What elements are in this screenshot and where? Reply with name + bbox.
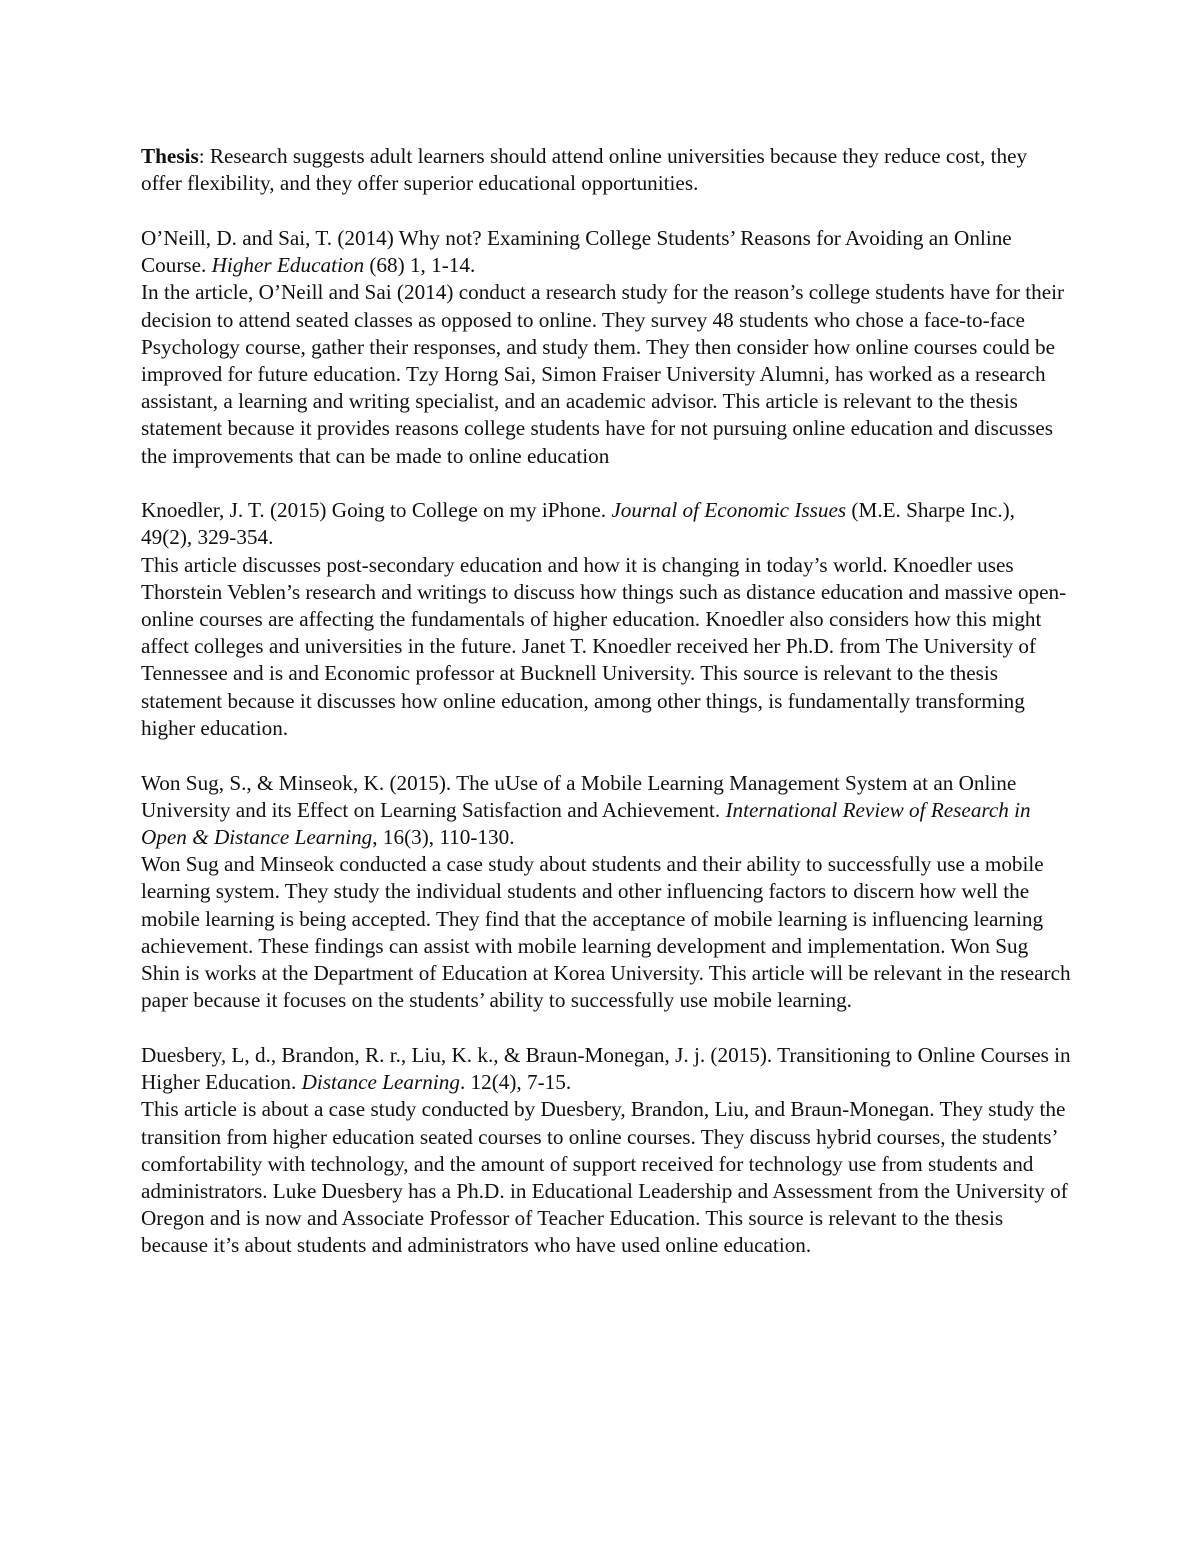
bibliography-entry xyxy=(141,770,1071,1015)
bibliography-entry xyxy=(141,497,1071,742)
citation xyxy=(141,497,1071,551)
citation xyxy=(141,1042,1071,1096)
citation-details: (M.E. Sharpe Inc.), 49(2), 329-354. xyxy=(141,498,1015,550)
thesis-label: Thesis xyxy=(141,144,199,168)
citation-details: , 16(3), 110-130. xyxy=(372,824,515,849)
annotation: This article is about a case study conducted by Duesbery, Brandon, Liu, and Braun-Monegan. They study the transition from higher education seated courses to online courses. They discuss hybrid courses, the students’ comfortability with technology, and the amount of support received for technology use from students and administrators. Luke Duesbery has a Ph.D. in Educational Leadership and Assessment from the University of Oregon and is now and Associate Professor of Teacher Education. This source is relevant to the thesis because it’s about students and administrators who have used online education. xyxy=(141,1097,1068,1258)
citation xyxy=(141,770,1071,852)
annotation: Won Sug and Minseok conducted a case study about students and their ability to successfully use a mobile learning system. They study the individual students and other influencing factors to discern how well the mobile learning is being accepted. They find that the acceptance of mobile learning is influencing learning achievement. These findings can assist with mobile learning development and implementation. Won Sug Shin is works at the Department of Education at Korea University. This article will be relevant in the research paper because it focuses on the students’ ability to successfully use mobile learning. xyxy=(141,852,1071,1013)
citation-text: Won Sug, S., & Minseok, K. (2015). The uUse of a Mobile Learning Management System at an Online University and its Effect on Learning Satisfaction and Achievement. xyxy=(141,770,1017,822)
document-page xyxy=(141,143,1071,1287)
journal-title: Journal of Economic Issues xyxy=(611,498,847,523)
citation-text: Knoedler, J. T. (2015) Going to College on my iPhone. xyxy=(141,498,612,523)
journal-title: International Review of Research in Open & Distance Learning xyxy=(141,797,1031,849)
journal-title: Distance Learning xyxy=(301,1070,460,1095)
bibliography-entry xyxy=(141,225,1071,470)
annotation: In the article, O’Neill and Sai (2014) conduct a research study for the reason’s college students have for their decision to attend seated classes as opposed to online. They survey 48 students who chose a face-to-face Psychology course, gather their responses, and study them. They then consider how online courses could be improved for future education. Tzy Horng Sai, Simon Fraiser University Alumni, has worked as a research assistant, a learning and writing specialist, and an academic advisor. This article is relevant to the thesis statement because it provides reasons college students have for not pursuing online education and discusses the improvements that can be made to online education xyxy=(141,280,1065,468)
thesis-separator: : xyxy=(198,144,205,168)
citation-details: . 12(4), 7-15. xyxy=(459,1070,572,1095)
annotation: This article discusses post-secondary education and how it is changing in today’s world. Knoedler uses Thorstein Veblen’s research and writings to discuss how things such as distance education and massive open-online courses are affecting the fundamentals of higher education. Knoedler also considers how this might affect colleges and universities in the future. Janet T. Knoedler received her Ph.D. from The University of Tennessee and is and Economic professor at Bucknell University. This source is relevant to the thesis statement because it discusses how online education, among other things, is fundamentally transforming higher education. xyxy=(141,552,1067,740)
thesis-paragraph xyxy=(141,143,1071,197)
journal-title: Higher Education xyxy=(211,253,365,278)
citation-details: (68) 1, 1-14. xyxy=(364,253,476,278)
citation xyxy=(141,225,1071,279)
citation-text: O’Neill, D. and Sai, T. (2014) Why not? Examining College Students’ Reasons for Avoiding an Online Course. xyxy=(141,225,1012,278)
thesis-text: Research suggests adult learners should attend online universities because they reduce cost, they offer flexibility, and they offer superior educational opportunities. xyxy=(141,144,1028,196)
citation-text: Duesbery, L, d., Brandon, R. r., Liu, K. k., & Braun-Monegan, J. j. (2015). Transitioning to Online Courses in Higher Education. xyxy=(141,1042,1071,1095)
bibliography-entry xyxy=(141,1042,1071,1260)
